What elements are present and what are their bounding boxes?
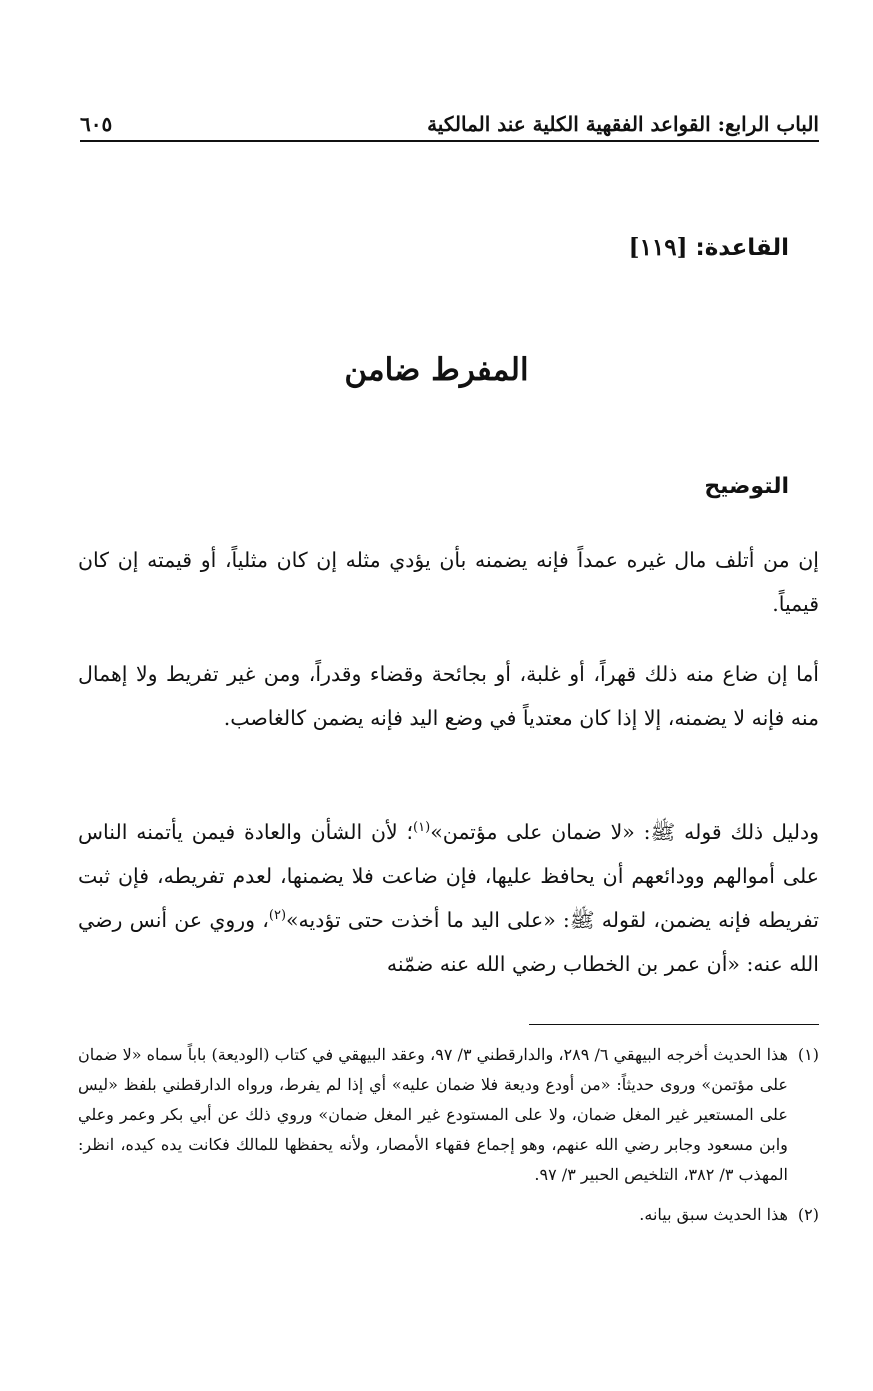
footnote-marker: (٢) (797, 1205, 819, 1224)
footnote-text: هذا الحديث أخرجه البيهقي ٦/ ٢٨٩، والدارقطني ٣/ ٩٧، وعقد البيهقي في كتاب (الوديعة) باباً سماه «لا ضمان على مؤتمن» وروى حديثاً: «من أودع وديعة فلا ضمان عليه» أي إذا لم يفرط، ورواه الدارقطني بلفظ «ليس على المستعير غير المغل ضمان، ولا على المستودع غير المغل ضمان» وروي ذلك عن أبي بكر وعمر وعلي وابن مسعود وجابر رضي الله عنهم، وهو إجماع فقهاء الأمصار، ولأنه يحفظها للمالك فكانت يده كيده، انظر: المهذب ٣/ ٣٨٢، التلخيص الحبير ٣/ ٩٧. (78, 1045, 788, 1184)
rule-heading (629, 234, 789, 261)
footnote-marker: (١) (797, 1045, 819, 1064)
footnote-text: هذا الحديث سبق بيانه. (639, 1205, 788, 1224)
rule-number: [١١٩] (628, 234, 688, 261)
page-number: ٦٠٥ (80, 112, 113, 136)
paragraph-1: إن من أتلف مال غيره عمداً فإنه يضمنه بأن يؤدي مثله إن كان مثلياً، أو قيمته إن كان قيمياً. (78, 548, 819, 616)
footnote-1 (78, 1040, 819, 1190)
footnotes (78, 1040, 819, 1240)
footnote-ref-2: (٢) (268, 908, 287, 924)
paragraph-3-part-3: ، وروي عن أنس رضي الله عنه: «أن عمر بن الخطاب رضي الله عنه ضمّنه (78, 908, 819, 976)
paragraph-2: أما إن ضاع منه ذلك قهراً، أو غلبة، أو بجائحة وقضاء وقدراً، ومن غير تفريط ولا إهمال منه فإنه لا يضمنه، إلا إذا كان معتدياً في وضع اليد فإنه يضمن كالغاصب. (78, 662, 819, 730)
running-header (80, 96, 819, 142)
paragraph-3-part-2: ؛ لأن الشأن والعادة فيمن يأتمنه الناس على أموالهم وودائعهم أن يحافظ عليها، فإن ضاعت فلا يضمنها، لعدم تفريطه، فإن ثبت تفريطه فإنه يضمن، لقوله ﷺ: «على اليد ما أخذت حتى تؤديه» (78, 820, 819, 932)
footnote-ref-1: (١) (413, 820, 431, 836)
rule-title: المفرط ضامن (344, 352, 529, 388)
rule-label: القاعدة: (695, 235, 789, 261)
footnote-divider (529, 1024, 819, 1025)
paragraph-3-part-1: ودليل ذلك قوله ﷺ: «لا ضمان على مؤتمن» (430, 820, 819, 844)
section-heading: التوضيح (704, 474, 789, 499)
chapter-title: الباب الرابع: القواعد الفقهية الكلية عند المالكية (427, 112, 819, 136)
footnote-2 (78, 1200, 819, 1230)
paragraph-3 (78, 810, 819, 986)
